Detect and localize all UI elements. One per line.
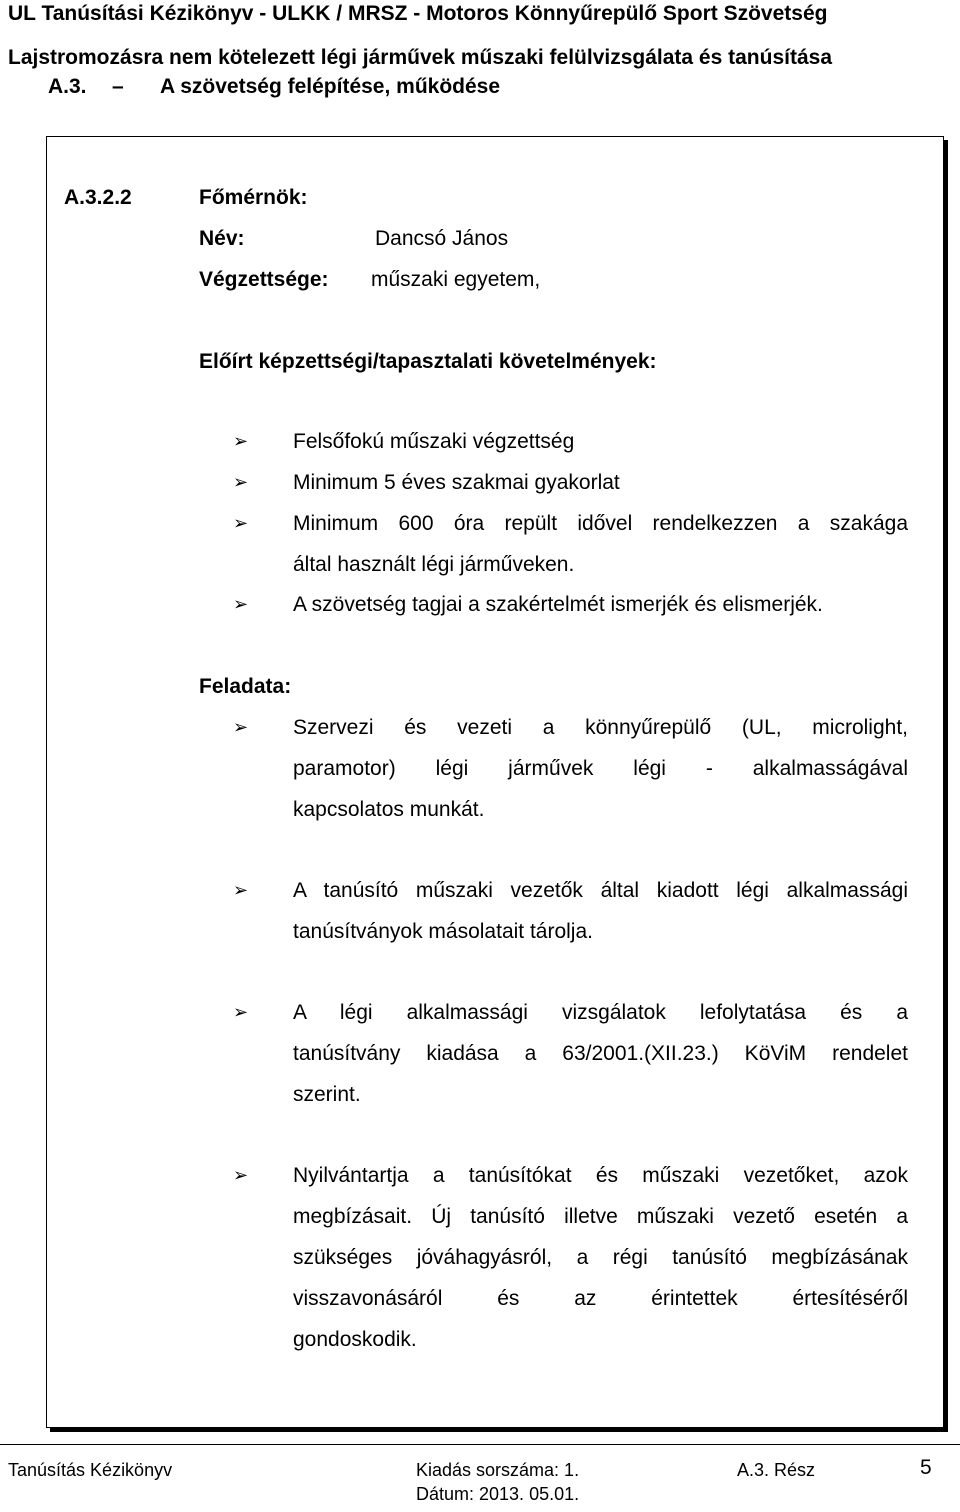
education-value: műszaki egyetem, (371, 268, 541, 291)
task-item-continuation: paramotor) légi járművek légi - alkalmasságával (293, 757, 908, 780)
education-label: Végzettsége: (199, 268, 329, 291)
footer-divider (0, 1444, 960, 1445)
task-item-continuation: tanúsítvány kiadása a 63/2001.(XII.23.) KöViM rendelet (293, 1042, 908, 1065)
bullet-icon: ➢ (233, 513, 249, 533)
task-item-continuation: visszavonásáról és az érintettek értesítéséről (293, 1287, 908, 1310)
document-header-title: UL Tanúsítási Kézikönyv - ULKK / MRSZ - Motoros Könnyűrepülő Sport Szövetség (8, 2, 828, 25)
section-heading (48, 75, 960, 99)
entry-number: A.3.2.2 (64, 186, 132, 209)
page-number: 5 (920, 1456, 932, 1479)
footer-book: Tanúsítás Kézikönyv (8, 1460, 173, 1480)
task-item-continuation: gondoskodik. (293, 1328, 417, 1351)
task-item: A tanúsító műszaki vezetők által kiadott légi alkalmassági (293, 879, 908, 902)
task-item-continuation: szükséges jóváhagyásról, a régi tanúsító megbízásának (293, 1246, 908, 1269)
tasks-heading (199, 675, 291, 699)
requirements-heading: Előírt képzettségi/tapasztalati követelmények: (199, 350, 657, 373)
footer-edition: Kiadás sorszáma: 1. (416, 1460, 580, 1480)
role-title: Főmérnök: (199, 186, 308, 209)
task-item-continuation: megbízásait. Új tanúsító illetve műszaki vezető esetén a (293, 1205, 908, 1228)
bullet-icon: ➢ (233, 431, 249, 451)
bullet-icon: ➢ (233, 1165, 249, 1185)
tasks-heading-text: Feladata: (199, 675, 292, 698)
bullet-icon: ➢ (233, 1002, 249, 1022)
task-item-continuation: kapcsolatos munkát. (293, 798, 485, 821)
task-item: A légi alkalmassági vizsgálatok lefolytatása és a (293, 1001, 908, 1024)
bullet-icon: ➢ (233, 472, 249, 492)
name-label: Név: (199, 227, 245, 250)
requirement-item: Minimum 600 óra repült idővel rendelkezzen a szakága (293, 512, 908, 535)
requirement-item-continuation: által használt légi járműveken. (293, 553, 575, 576)
footer-date: Dátum: 2013. 05.01. (416, 1484, 580, 1504)
content-frame (46, 136, 944, 1428)
footer-part: A.3. Rész (737, 1460, 816, 1480)
task-item: Nyilvántartja a tanúsítókat és műszaki vezetőket, azok (293, 1164, 908, 1187)
task-item-continuation: szerint. (293, 1083, 361, 1106)
name-value: Dancsó János (375, 227, 509, 250)
bullet-icon: ➢ (233, 880, 249, 900)
task-item-continuation: tanúsítványok másolatait tárolja. (293, 920, 593, 943)
section-number: A.3. (48, 75, 87, 98)
task-item: Szervezi és vezeti a könnyűrepülő (UL, microlight, (293, 716, 908, 739)
bullet-icon: ➢ (233, 594, 249, 614)
section-title: A szövetség felépítése, működése (160, 75, 501, 98)
document-subtitle: Lajstromozásra nem kötelezett légi járművek műszaki felülvizsgálata és tanúsítása (8, 46, 832, 69)
requirement-item: Minimum 5 éves szakmai gyakorlat (293, 471, 620, 494)
bullet-icon: ➢ (233, 717, 249, 737)
requirement-item: Felsőfokú műszaki végzettség (293, 430, 575, 453)
requirement-item: A szövetség tagjai a szakértelmét ismerjék és elismerjék. (293, 593, 823, 616)
section-dash: – (112, 75, 124, 98)
